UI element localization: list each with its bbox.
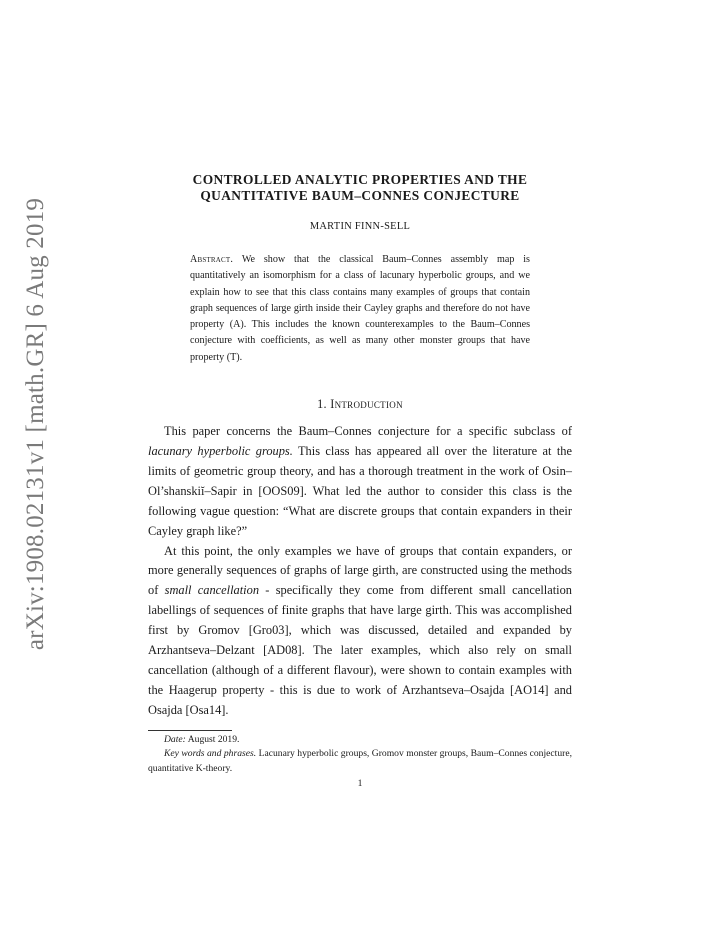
section-heading [148, 397, 572, 412]
abstract-heading: Abstract. [190, 254, 234, 265]
paragraph-2-emphasis: small cancellation [164, 583, 260, 598]
footnote-keywords [148, 747, 572, 777]
author-name: MARTIN FINN-SELL [309, 221, 411, 232]
date-label: Date: [164, 733, 186, 745]
footnotes [148, 733, 572, 777]
section-number: 1. [317, 397, 327, 412]
title-line-2: QUANTITATIVE BAUM–CONNES CONJECTURE [200, 188, 520, 203]
paragraph-2 [148, 542, 572, 721]
abstract-text: We show that the classical Baum–Connes assembly map is quantitatively an isomorphism for a class of lacunary hyperbolic groups, and we explain how to see that this class contains many examples of groups that contain graph sequences of large girth inside their Cayley graphs and therefore do not have property (A). This includes the known counterexamples to the Baum–Connes conjecture with coefficients, as well as many other monster groups that have property (T). [190, 254, 530, 363]
paragraph-1-text-b: This class has appeared all over the literature at the limits of geometric group theory, and has a thorough treatment in the work of Osin–Ol’shanskiĭ–Sapir in [OOS09]. What led the author to consider this class is the following vague question: “What are discrete groups that contain expanders in their Cayley graph like?” [148, 443, 572, 538]
body-text [148, 422, 572, 721]
paper-title [148, 172, 572, 204]
title-line-1: CONTROLLED ANALYTIC PROPERTIES AND THE [192, 172, 528, 187]
paragraph-1 [148, 422, 572, 541]
footnote-date [148, 733, 572, 748]
arxiv-identifier-text: arXiv:1908.02131v1 [math.GR] 6 Aug 2019 [22, 197, 49, 651]
keywords-value: Lacunary hyperbolic groups, Gromov monster groups, Baum–Connes conjecture, quantitative K-theory. [148, 748, 572, 775]
paragraph-1-text-a: This paper concerns the Baum–Connes conjecture for a specific subclass of [164, 424, 572, 439]
section-title: Introduction [330, 397, 403, 412]
date-value: August 2019. [185, 733, 240, 745]
paragraph-2-text-b: - specifically they come from different small cancellation labellings of sequences of finite graphs that have large girth. This was accomplished first by Gromov [Gro03], which was discussed, detailed and expanded by Arzhantseva–Delzant [AD08]. The later examples, which also rely on small cancellation (although of a different flavour), were shown to contain examples with the Haagerup property - this is due to work of Arzhantseva–Osajda [AO14] and Osajda [Osa14]. [148, 583, 572, 717]
abstract [190, 252, 530, 366]
paper-page [148, 172, 572, 789]
paragraph-1-emphasis: lacunary hyperbolic groups. [148, 443, 293, 458]
footnote-divider [148, 730, 232, 731]
page-number: 1 [357, 778, 363, 790]
keywords-label: Key words and phrases. [164, 748, 257, 760]
paragraph-2-text-a: At this point, the only examples we have of groups that contain expanders, or more generally sequences of graphs of large girth, are constructed using the methods of [148, 543, 572, 598]
